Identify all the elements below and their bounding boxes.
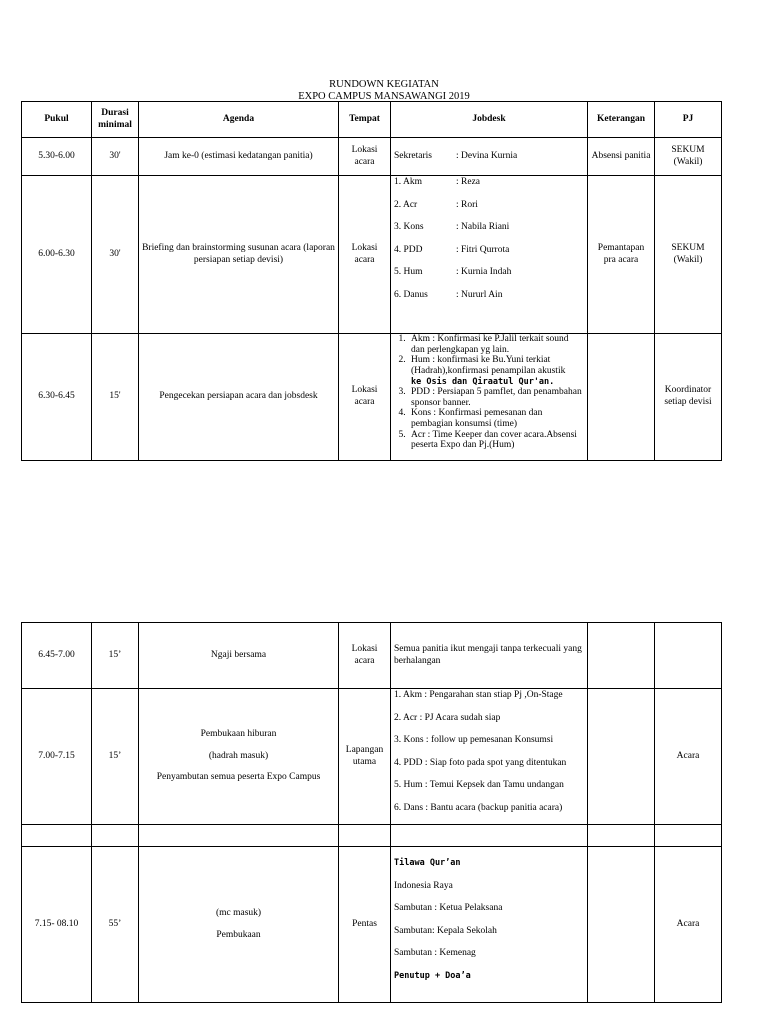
jobdesk-role: 4. PDD bbox=[394, 244, 423, 255]
list-item bbox=[408, 355, 584, 387]
empty-cell bbox=[588, 825, 655, 847]
table-row bbox=[22, 138, 722, 176]
header-keterangan: Keterangan bbox=[588, 102, 655, 138]
cell-jobdesk bbox=[391, 847, 588, 1003]
jobdesk-role: 3. Kons bbox=[394, 222, 424, 232]
list-item: 6. Dans : Bantu acara (backup panitia acara) bbox=[394, 802, 563, 813]
cell-pukul: 5.30-6.00 bbox=[22, 138, 92, 176]
cell-pukul: 7.15- 08.10 bbox=[22, 847, 92, 1003]
empty-cell bbox=[391, 825, 588, 847]
jobdesk-person: : Rori bbox=[456, 199, 478, 210]
jobdesk-role: Sekretaris bbox=[394, 150, 432, 161]
cell-agenda: Jam ke-0 (estimasi kedatangan panitia) bbox=[139, 138, 339, 176]
cell-keterangan bbox=[588, 623, 655, 689]
cell-agenda: Briefing dan brainstorming susunan acara (laporan persiapan setiap devisi) bbox=[139, 176, 339, 334]
list-item: Penutup + Doa’a bbox=[394, 970, 471, 981]
empty-cell bbox=[655, 825, 722, 847]
jobdesk-person: : Reza bbox=[456, 177, 481, 187]
document-title: RUNDOWN KEGIATAN bbox=[329, 79, 439, 90]
jobdesk-person: : Nabila Riani bbox=[456, 222, 510, 232]
header-jobdesk: Jobdesk bbox=[391, 102, 588, 138]
cell-keterangan bbox=[588, 847, 655, 1003]
jobdesk-role: 1. Akm bbox=[394, 177, 422, 187]
header-agenda: Agenda bbox=[139, 102, 339, 138]
cell-keterangan: Absensi panitia bbox=[588, 138, 655, 176]
table-row bbox=[22, 334, 722, 461]
cell-keterangan bbox=[588, 334, 655, 461]
cell-tempat: Lokasi acara bbox=[339, 623, 391, 689]
jobdesk-role: 2. Acr bbox=[394, 199, 418, 210]
agenda-line: (mc masuk) bbox=[215, 907, 262, 918]
agenda-line: (hadrah masuk) bbox=[208, 750, 269, 761]
cell-tempat: Pentas bbox=[339, 847, 391, 1003]
cell-jobdesk bbox=[391, 689, 588, 825]
cell-jobdesk bbox=[391, 334, 588, 461]
cell-pj: Koordinator setiap devisi bbox=[655, 334, 722, 461]
table-header-row bbox=[22, 102, 722, 138]
jobdesk-person: : Nururl Ain bbox=[456, 289, 503, 300]
list-item: 2. Acr : PJ Acara sudah siap bbox=[394, 712, 501, 723]
list-item: 5. Hum : Temui Kepsek dan Tamu undangan bbox=[394, 780, 564, 790]
table-row bbox=[22, 623, 722, 689]
list-item: Indonesia Raya bbox=[394, 880, 453, 891]
rundown-table-2 bbox=[21, 622, 722, 1003]
header-pj: PJ bbox=[655, 102, 722, 138]
list-item: 3. Kons : follow up pemesanan Konsumsi bbox=[394, 735, 554, 745]
empty-cell bbox=[22, 825, 92, 847]
agenda-line: Pembukaan bbox=[216, 929, 261, 940]
empty-cell bbox=[92, 825, 139, 847]
document-subtitle: EXPO CAMPUS MANSAWANGI 2019 bbox=[298, 91, 470, 102]
header-durasi: Durasi minimal bbox=[92, 102, 139, 138]
agenda-line: Pembukaan hiburan bbox=[200, 728, 277, 739]
rundown-table-1 bbox=[21, 101, 722, 461]
cell-pj: Acara bbox=[655, 847, 722, 1003]
cell-tempat: Lokasi acara bbox=[339, 176, 391, 334]
cell-pj: SEKUM (Wakil) bbox=[655, 138, 722, 176]
jobdesk-list bbox=[394, 334, 584, 451]
list-item: 4. Kons : Konfirmasi pemesanan dan pembagian konsumsi (time) bbox=[408, 408, 584, 429]
list-item: 4. PDD : Siap foto pada spot yang ditentukan bbox=[394, 757, 567, 768]
cell-pj: Acara bbox=[655, 689, 722, 825]
jobdesk-role: 6. Danus bbox=[394, 289, 428, 300]
cell-tempat: Lapangan utama bbox=[339, 689, 391, 825]
cell-jobdesk bbox=[391, 176, 588, 334]
list-item: 3. PDD : Persiapan 5 pamflet, dan penambahan sponsor banner. bbox=[408, 387, 584, 408]
cell-keterangan bbox=[588, 689, 655, 825]
cell-durasi: 15’ bbox=[92, 623, 139, 689]
list-item: 1. Akm : Pengarahan stan stiap Pj ,On-Stage bbox=[394, 690, 563, 700]
list-item: Sambutan : Kemenag bbox=[394, 948, 476, 958]
list-item-bold-text: ke Osis dan Qiraatul Qur'an. bbox=[411, 376, 555, 387]
list-item-text: Hum : konfirmasi ke Bu.Yuni terkiat (Hadrah),konfirmasi penampilan akustik bbox=[411, 355, 566, 376]
cell-durasi: 15' bbox=[92, 334, 139, 461]
cell-agenda bbox=[139, 847, 339, 1003]
jobdesk-person: : Devina Kurnia bbox=[456, 150, 518, 161]
list-item: 5. Acr : Time Keeper dan cover acara.Absensi peserta Expo dan Pj.(Hum) bbox=[408, 430, 584, 451]
cell-durasi: 55’ bbox=[92, 847, 139, 1003]
cell-agenda bbox=[139, 689, 339, 825]
cell-agenda: Ngaji bersama bbox=[139, 623, 339, 689]
cell-pukul: 6.00-6.30 bbox=[22, 176, 92, 334]
cell-pj: SEKUM (Wakil) bbox=[655, 176, 722, 334]
list-item: Sambutan : Ketua Pelaksana bbox=[394, 903, 503, 913]
cell-tempat: Lokasi acara bbox=[339, 334, 391, 461]
cell-agenda: Pengecekan persiapan acara dan jobsdesk bbox=[139, 334, 339, 461]
jobdesk-person: : Fitri Qurrota bbox=[456, 244, 510, 255]
cell-keterangan: Pemantapan pra acara bbox=[588, 176, 655, 334]
jobdesk-role: 5. Hum bbox=[394, 267, 423, 277]
cell-durasi: 15’ bbox=[92, 689, 139, 825]
cell-pukul: 6.45-7.00 bbox=[22, 623, 92, 689]
cell-durasi: 30' bbox=[92, 176, 139, 334]
table-row bbox=[22, 689, 722, 825]
cell-jobdesk bbox=[391, 138, 588, 176]
table-row bbox=[22, 176, 722, 334]
list-item: 1. Akm : Konfirmasi ke P.Jalil terkait sound dan perlengkapan yg lain. bbox=[408, 334, 584, 355]
cell-pj bbox=[655, 623, 722, 689]
table-row bbox=[22, 847, 722, 1003]
agenda-line: Penyambutan semua peserta Expo Campus bbox=[156, 772, 321, 783]
jobdesk-person: : Kurnia Indah bbox=[456, 267, 512, 277]
cell-tempat: Lokasi acara bbox=[339, 138, 391, 176]
cell-pukul: 6.30-6.45 bbox=[22, 334, 92, 461]
list-item: Sambutan: Kepala Sekolah bbox=[394, 925, 497, 936]
cell-jobdesk: Semua panitia ikut mengaji tanpa terkecuali yang berhalangan bbox=[391, 623, 588, 689]
table-row-empty bbox=[22, 825, 722, 847]
cell-durasi: 30' bbox=[92, 138, 139, 176]
header-pukul: Pukul bbox=[22, 102, 92, 138]
list-item: Tilawa Qur’an bbox=[394, 858, 461, 868]
cell-pukul: 7.00-7.15 bbox=[22, 689, 92, 825]
empty-cell bbox=[139, 825, 339, 847]
empty-cell bbox=[339, 825, 391, 847]
header-tempat: Tempat bbox=[339, 102, 391, 138]
